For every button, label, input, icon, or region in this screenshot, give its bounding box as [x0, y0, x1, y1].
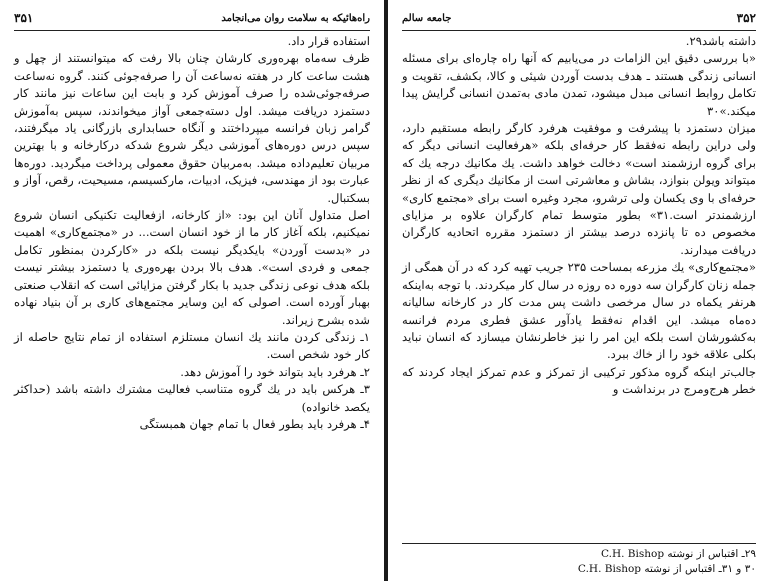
list-item: ۲ـ هرفرد باید بتواند خود را آموزش دهد.	[180, 364, 370, 379]
paragraph: «با بررسی دقیق این الزامات در می‌یابیم که آنها راه چاره‌ای برای مسئله انسانی زندگی هستند ـ هدف بدست آوردن شیئی و کالا، بکشف، تقویت و تکامل روابط انسانی مبدل میشود، تمدن مادی به‌تمدن انسانی گرایش پیدا میکند.»۳۰	[402, 51, 756, 118]
paragraph: میزان دستمزد با پیشرفت و موفقیت هرفرد کارگر رابطه مستقیم دارد، ولی دراین رابطه نه‌فقط کار حرفه‌ای بلکه «هرفعالیت انسانی دیگر که برای گروه ارزشمند است» دخالت خواهد داشت. یك مکانیك درجه یك که میتواند ویولن بنوازد، بشاش و معاشرتی است از مکانیك دیگری که از نظر حرفه‌ای با وی یکسان ولی ترشرو، مجرد وغیره است برای «مجتمع کاری» ارزشمندتر است.۳۱» بطور متوسط تمام کارگران علاوه بر مزایای مخصوص ده تا پانزده درصد بیشتر از دستمزد مقرره اتحادیه کارگران دریافت میدارند.	[402, 121, 757, 257]
left-page-header	[14, 6, 370, 31]
right-page	[392, 0, 768, 581]
paragraph: استفاده قرار داد.	[287, 34, 370, 48]
left-running-title: راه‌هائیکه به سلامت روان می‌انجامد	[221, 12, 370, 24]
left-page-number: ۳۵۱	[14, 11, 34, 25]
right-running-title: جامعه سالم	[402, 12, 452, 24]
list-item: ۱ـ زندگی کردن مانند یك انسان مستلزم استفاده از تمام نتایج حاصله از کار خود شخص است.	[14, 329, 370, 362]
paragraph: «مجتمع‌کاری» یك مزرعه بمساحت ۲۳۵ جریب تهیه کرد که در آن همگی از جمله زنان کارگران سه دوره ده روزه در سال کار میکردند. با توجه به‌اینکه هرنفر یکماه در سال مرخصی داشت پس مدت کار در کارخانه سالیانه ده‌ماه میشد. این اقدام نه‌فقط یادآور عشق فطری مردم فرانسه به‌کشورشان است بلکه این امر را نیز خاطرنشان میسازد که انسان نباید بکلی علاقه خود را از خاك ببرد.	[402, 260, 756, 362]
left-page-body	[14, 33, 370, 433]
list-item: ۳ـ هرکس باید در یك گروه متناسب فعالیت مشترك داشته باشد (حداکثر یکصد خانواده)	[14, 382, 370, 414]
right-page-header	[402, 6, 756, 31]
list-item: ۴ـ هرفرد باید بطور فعال با تمام جهان همبستگی	[139, 416, 370, 431]
footnotes	[402, 543, 756, 577]
right-page-number: ۳۵۲	[736, 11, 756, 25]
right-page-body	[402, 33, 756, 399]
paragraph: جالب‌تر اینکه گروه مذکور ترکیبی از تمرکز و عدم تمرکز ایجاد کردند که خطر هرج‌ومرج در برنداشت و	[402, 364, 756, 397]
book-gutter	[384, 0, 388, 581]
left-page	[0, 0, 380, 581]
paragraph: اصل متداول آنان این بود: «از کارخانه، ازفعالیت تکنیکی انسان شروع نمیکنیم، بلکه آغاز کار ما از خود انسان است... در «مجتمع‌کاری» اهمیت در «بدست آوردن» بایکدیگر نیست بلکه در «کارکردن بمنظور تکامل جمعی و فردی است». هدف بالا بردن بهره‌وری یا دستمزد بیشتر نیست بلکه هدف نوعی زندگی جدید با بکار گرفتن مزایائی است که انقلاب صنعتی بهبار آورده است. اصولی که این وسایر مجتمع‌های کاری بر آن بنیاد نهاده شده بشرح زیراند.	[14, 208, 370, 327]
footnote: ۳۰ و ۳۱ـ اقتباس از نوشته C.H. Bishop	[577, 563, 756, 575]
footnote: ۲۹ـ اقتباس از نوشته C.H. Bishop	[600, 548, 756, 560]
paragraph: داشته باشد۲۹.	[685, 34, 756, 48]
paragraph: ظرف سه‌ماه بهره‌وری کارشان چنان بالا رفت که میتوانستند از چهل و هشت ساعت کار در هفته نه‌ساعت آن را صرفه‌جوئی کنند. گروه نه‌ساعت صرفه‌جوئی‌شده را صرف آموزش کرد و بابت این ساعات نیز مانند کار دستمزد دریافت میشد. اول دسته‌جمعی آواز میخواندند، سپس به‌آموزش گرامر زبان فرانسه میپرداختند و آنگاه حسابداری بازرگانی یاد میگرفتند، سپس درس دوره‌های آموزشی دیگر شروع شدکه درکارخانه و با بهترین مربیان تعلیم‌داده میشد. به‌مربیان حقوق معمولی پرداخت میگردید. دوره‌ها عبارت بود از مهندسی، فیزیک، ادبیات، مارکسیسم، مسیحیت، رقص، آواز و بسکتبال.	[14, 51, 370, 205]
